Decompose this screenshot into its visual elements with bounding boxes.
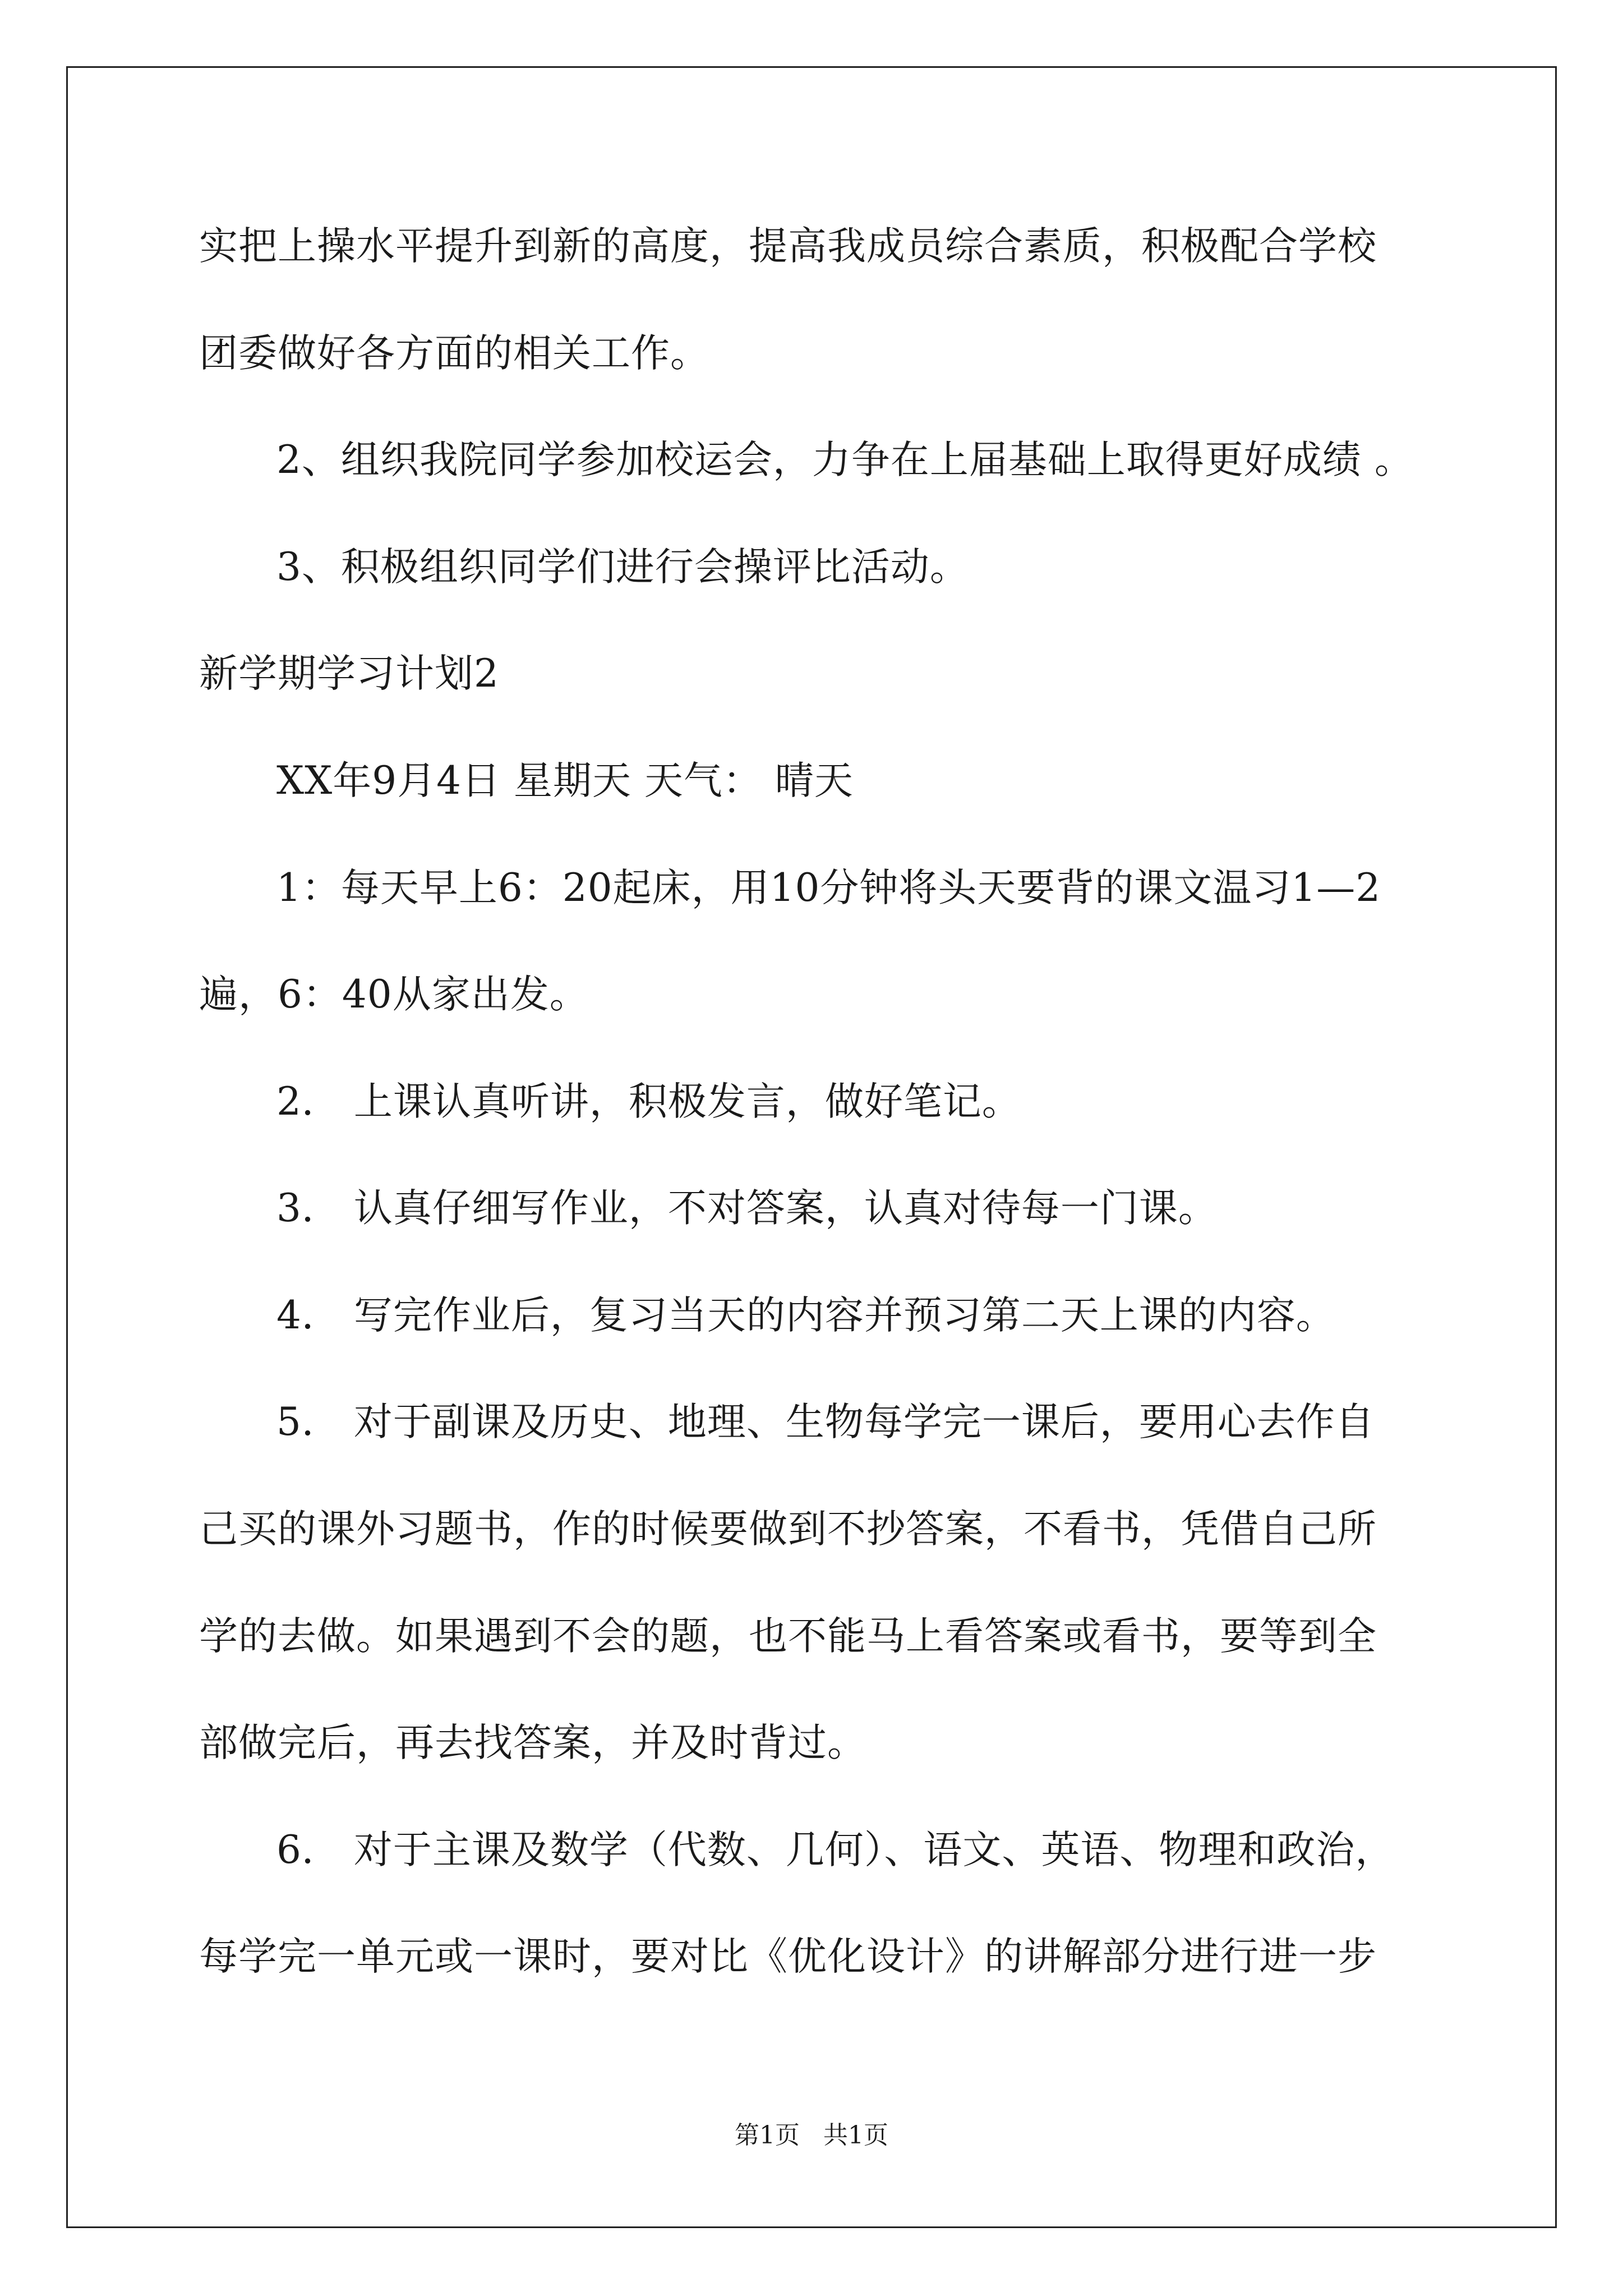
page-footer: 第1页 共1页 (735, 2121, 888, 2150)
text-line-9: 2． 上课认真听讲，积极发言，做好笔记。 (276, 1079, 1021, 1124)
section-heading: 新学期学习计划2 (199, 651, 499, 696)
text-line-1: 实把上操水平提升到新的高度，提高我成员综合素质，积极配合学校 (199, 224, 1377, 269)
text-line-10: 3． 认真仔细写作业，不对答案，认真对待每一门课。 (276, 1186, 1218, 1231)
text-line-13: 己买的课外习题书，作的时候要做到不抄答案，不看书，凭借自己所 (199, 1507, 1377, 1552)
text-line-12: 5． 对于副课及历史、地理、生物每学完一课后，要用心去作自 (276, 1400, 1375, 1444)
text-line-17: 每学完一单元或一课时，要对比《优化设计》的讲解部分进行进一步 (199, 1934, 1377, 1979)
text-line-7: 1：每天早上6：20起床，用10分钟将头天要背的课文温习1—2 (276, 866, 1381, 910)
text-line-8: 遍，6：40从家出发。 (199, 972, 589, 1017)
text-line-14: 学的去做。如果遇到不会的题，也不能马上看答案或看书，要等到全 (199, 1614, 1377, 1659)
text-line-11: 4． 写完作业后，复习当天的内容并预习第二天上课的内容。 (276, 1293, 1335, 1338)
page-border (66, 66, 1557, 2228)
date-weather-line: XX年9月4日 星期天 天气： 晴天 (276, 758, 854, 803)
text-line-3: 2、组织我院同学参加校运会，力争在上届基础上取得更好成绩 。 (276, 438, 1414, 482)
text-line-16: 6． 对于主课及数学（代数、几何）、语文、英语、物理和政治， (276, 1828, 1395, 1872)
text-line-2: 团委做好各方面的相关工作。 (199, 331, 709, 376)
text-line-15: 部做完后，再去找答案，并及时背过。 (199, 1720, 866, 1765)
text-line-4: 3、积极组织同学们进行会操评比活动。 (276, 545, 969, 590)
